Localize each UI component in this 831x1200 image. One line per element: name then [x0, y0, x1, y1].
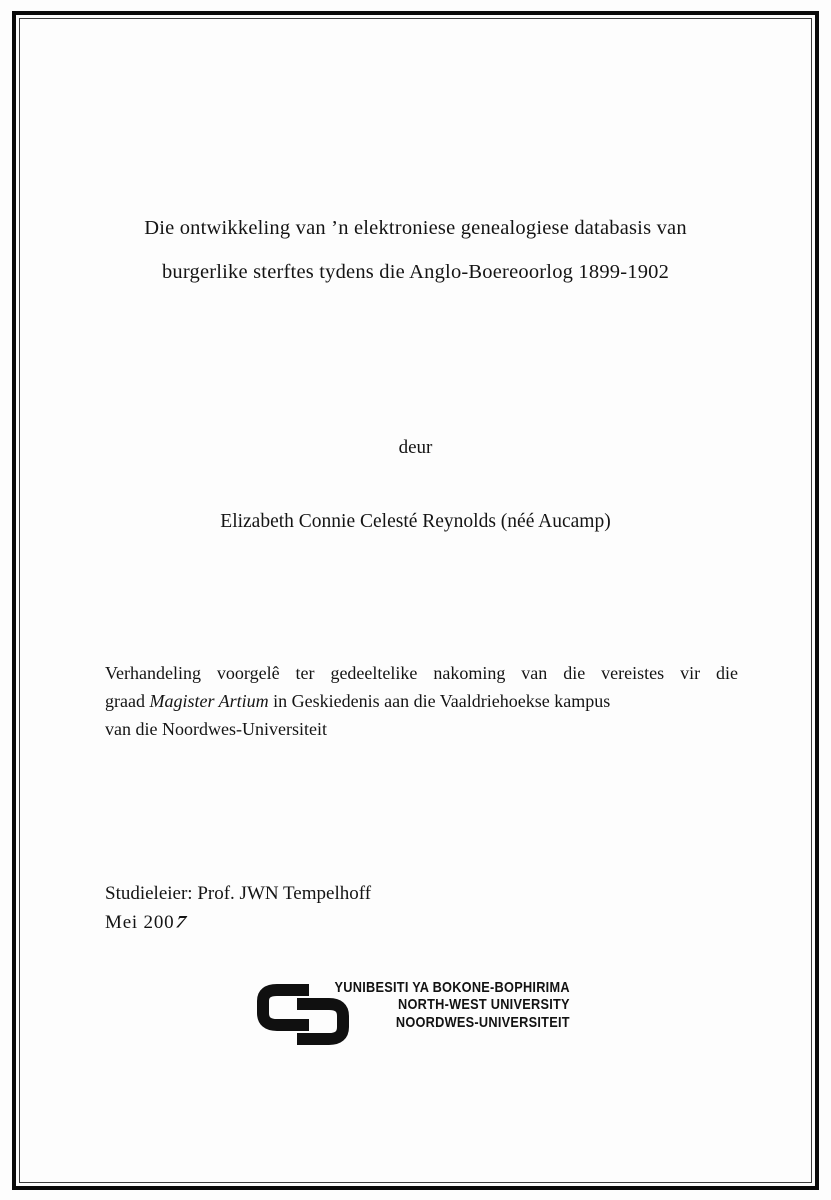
author-name: Elizabeth Connie Celesté Reynolds (néé Aucamp)	[220, 511, 611, 532]
thesis-title-line2: burgerlike sterftes tydens die Anglo-Boereoorlog 1899-1902	[161, 261, 670, 283]
supervisor-line: Studieleier: Prof. JWN Tempelhoff	[105, 883, 372, 904]
byline: deur	[398, 437, 433, 458]
degree-statement-line3: van die Noordwes-Universiteit	[105, 719, 327, 739]
logo-text-english: NORTH-WEST UNIVERSITY	[398, 996, 570, 1014]
supervisor-block	[105, 879, 371, 937]
degree-statement-line1: Verhandeling voorgelê ter gedeeltelike nakoming van die vereistes vir die	[105, 663, 738, 683]
degree-statement-line2-post: in Geskiedenis aan die Vaaldriehoekse kampus	[268, 691, 611, 711]
thesis-title-line1: Die ontwikkeling van ’n elektroniese genealogiese databasis van	[144, 217, 687, 239]
degree-statement-line2	[105, 687, 738, 715]
thesis-title	[50, 206, 781, 294]
degree-statement-line2-pre: graad	[105, 691, 150, 711]
date-handwritten-seven: 7	[172, 912, 191, 933]
date-prefix: Mei 200	[105, 912, 175, 933]
university-logo-text	[335, 979, 570, 1031]
logo-text-setswana: YUNIBESITI YA BOKONE-BOPHIRIMA	[334, 979, 570, 996]
logo-text-afrikaans: NOORDWES-UNIVERSITEIT	[396, 1013, 570, 1031]
degree-statement	[105, 659, 738, 743]
degree-name-italic: Magister Artium	[149, 691, 269, 711]
date-line	[105, 908, 371, 937]
